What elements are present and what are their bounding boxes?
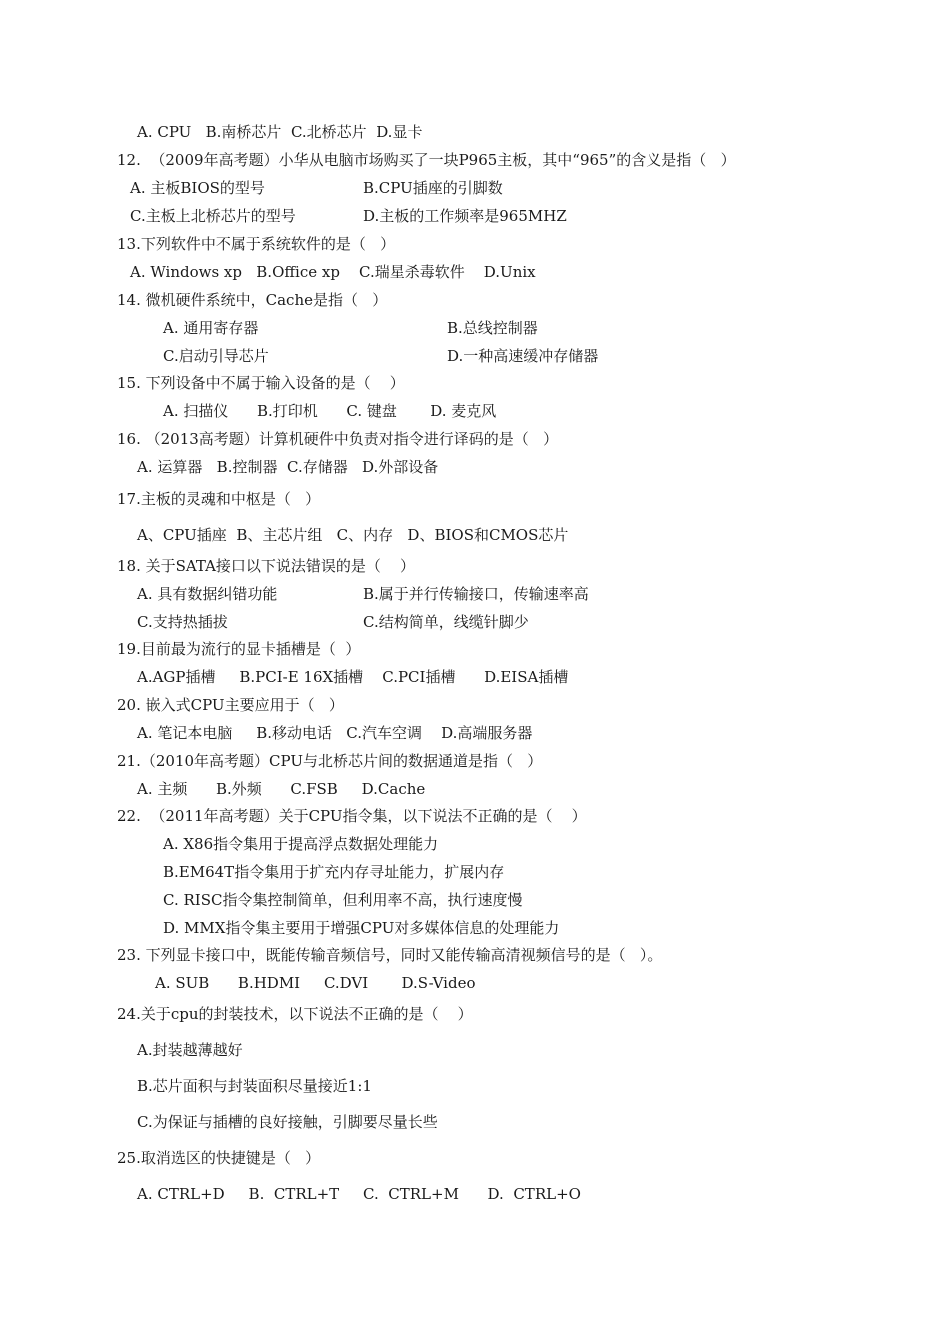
q17-question: 17.主板的灵魂和中枢是（ ） <box>117 490 321 508</box>
q22-question: 22. （2011年高考题）关于CPU指令集，以下说法不正确的是（ ） <box>117 807 587 825</box>
q13-options: A. Windows xp B.Office xp C.瑞星杀毒软件 D.Unix <box>130 263 536 281</box>
q18-option-c: C.支持热插拔 <box>137 613 228 631</box>
q16-options: A. 运算器 B.控制器 C.存储器 D.外部设备 <box>137 458 439 476</box>
q19-question: 19.目前最为流行的显卡插槽是（ ） <box>117 640 361 658</box>
q22-option-b: B.EM64T指令集用于扩充内存寻址能力，扩展内存 <box>163 863 505 881</box>
q15-question: 15. 下列设备中不属于输入设备的是（ ） <box>117 374 405 392</box>
q24-option-c: C.为保证与插槽的良好接触，引脚要尽量长些 <box>137 1113 438 1131</box>
q20-question: 20. 嵌入式CPU主要应用于（ ） <box>117 696 344 714</box>
q18-option-a: A. 具有数据纠错功能 <box>137 585 278 603</box>
q14-option-d: D.一种高速缓冲存储器 <box>447 347 599 365</box>
q24-question: 24.关于cpu的封装技术，以下说法不正确的是（ ） <box>117 1005 473 1023</box>
q23-options: A. SUB B.HDMI C.DVI D.S-Video <box>155 974 476 992</box>
q12-option-b: B.CPU插座的引脚数 <box>363 179 503 197</box>
q18-option-b: B.属于并行传输接口，传输速率高 <box>363 585 589 603</box>
q14-question: 14. 微机硬件系统中，Cache是指（ ） <box>117 291 388 309</box>
q16-question: 16. （2013高考题）计算机硬件中负责对指令进行译码的是（ ） <box>117 430 559 448</box>
q25-options: A. CTRL+D B. CTRL+T C. CTRL+M D. CTRL+O <box>137 1185 581 1203</box>
q11-options: A. CPU B.南桥芯片 C.北桥芯片 D.显卡 <box>137 123 423 141</box>
q20-options: A. 笔记本电脑 B.移动电话 C.汽车空调 D.高端服务器 <box>137 724 533 742</box>
q15-options: A. 扫描仪 B.打印机 C. 键盘 D. 麦克风 <box>163 402 497 420</box>
q14-option-c: C.启动引导芯片 <box>163 347 269 365</box>
q13-question: 13.下列软件中不属于系统软件的是（ ） <box>117 235 396 253</box>
q22-option-a: A. X86指令集用于提高浮点数据处理能力 <box>163 835 439 853</box>
q23-question: 23. 下列显卡接口中，既能传输音频信号，同时又能传输高清视频信号的是（ ）。 <box>117 946 663 964</box>
q14-option-b: B.总线控制器 <box>447 319 538 337</box>
q22-option-c: C. RISC指令集控制简单，但利用率不高，执行速度慢 <box>163 891 523 909</box>
q24-option-a: A.封装越薄越好 <box>137 1041 243 1059</box>
q12-question: 12. （2009年高考题）小华从电脑市场购买了一块P965主板，其中“965”的含义是指（ ） <box>117 151 736 169</box>
q22-option-d: D. MMX指令集主要用于增强CPU对多媒体信息的处理能力 <box>163 919 560 937</box>
q12-option-a: A. 主板BIOS的型号 <box>130 179 265 197</box>
q21-options: A. 主频 B.外频 C.FSB D.Cache <box>137 780 426 798</box>
q21-question: 21.（2010年高考题）CPU与北桥芯片间的数据通道是指（ ） <box>117 752 543 770</box>
q12-option-d: D.主板的工作频率是965MHZ <box>363 207 567 225</box>
q19-options: A.AGP插槽 B.PCI-E 16X插槽 C.PCI插槽 D.EISA插槽 <box>137 668 569 686</box>
q25-question: 25.取消选区的快捷键是（ ） <box>117 1149 321 1167</box>
q18-option-d: C.结构简单，线缆针脚少 <box>363 613 529 631</box>
q12-option-c: C.主板上北桥芯片的型号 <box>130 207 296 225</box>
q24-option-b: B.芯片面积与封装面积尽量接近1:1 <box>137 1077 372 1095</box>
q18-question: 18. 关于SATA接口以下说法错误的是（ ） <box>117 557 416 575</box>
q17-options: A、CPU插座 B、主芯片组 C、内存 D、BIOS和CMOS芯片 <box>137 526 569 544</box>
q14-option-a: A. 通用寄存器 <box>163 319 259 337</box>
